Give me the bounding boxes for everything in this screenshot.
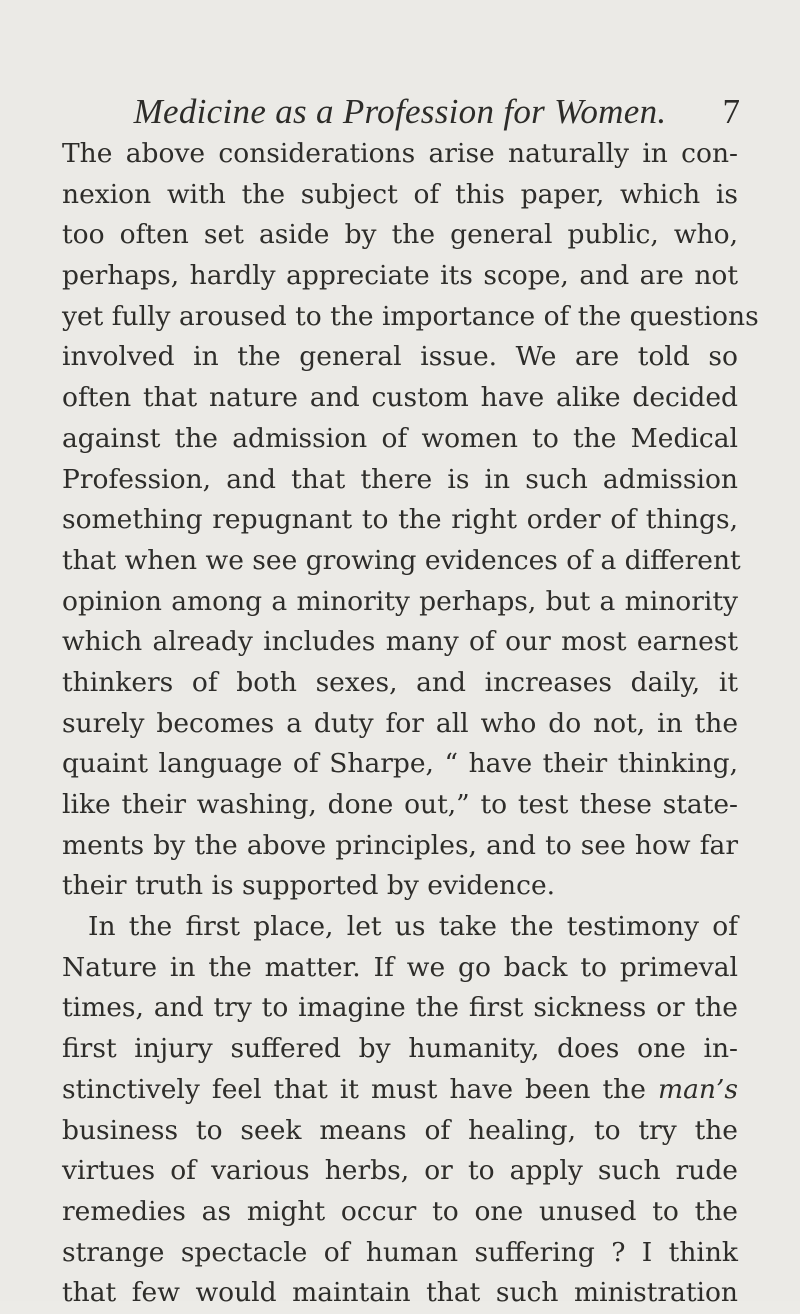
page-header <box>60 92 740 136</box>
text-line: often that nature and custom have alike decided <box>62 382 738 414</box>
text-line: opinion among a minority perhaps, but a minority <box>62 585 738 617</box>
text-line: nexion with the subject of this paper, which is <box>62 178 738 210</box>
page-number: 7 <box>722 92 740 131</box>
text-line: too often set aside by the general public, who, <box>62 219 738 251</box>
text-line-segment: stinctively feel that it must have been the <box>62 1073 646 1105</box>
text-line: like their washing, done out,” to test these state- <box>62 789 738 820</box>
text-line: Nature in the matter. If we go back to primeval <box>62 951 738 983</box>
text-line: business to seek means of healing, to try the <box>62 1114 738 1146</box>
text-line: virtues of various herbs, or to apply such rude <box>62 1155 738 1187</box>
text-line: which already includes many of our most earnest <box>62 626 738 658</box>
text-line: their truth is supported by evidence. <box>62 870 556 902</box>
text-line: remedies as might occur to one unused to the <box>62 1195 738 1227</box>
text-line: something repugnant to the right order of things, <box>62 504 738 536</box>
text-line: that few would maintain that such ministration <box>62 1277 738 1309</box>
text-line: involved in the general issue. We are told so <box>62 341 738 373</box>
text-line: times, and try to imagine the first sickness or the <box>62 992 738 1024</box>
text-line: thinkers of both sexes, and increases daily, it <box>62 666 738 698</box>
text-line: In the first place, let us take the testimony of <box>88 911 738 943</box>
text-line: ments by the above principles, and to see how far <box>62 829 738 861</box>
text-line: against the admission of women to the Medical <box>62 422 738 454</box>
text-line: that when we see growing evidences of a different <box>62 544 741 576</box>
text-line: Profession, and that there is in such admission <box>62 463 738 495</box>
text-line <box>62 1070 738 1111</box>
text-line: first injury suffered by humanity, does one in- <box>62 1033 738 1065</box>
text-line: strange spectacle of human suffering ? I think <box>62 1236 738 1268</box>
body-text <box>62 134 759 1314</box>
italic-word: man’s <box>657 1073 738 1105</box>
running-title: Medicine as a Profession for Women. <box>133 92 667 131</box>
text-line: perhaps, hardly appreciate its scope, and are not <box>62 260 738 292</box>
text-line: yet fully aroused to the importance of the questions <box>62 300 759 332</box>
text-line: quaint language of Sharpe, “ have their thinking, <box>62 748 738 780</box>
text-line: The above considerations arise naturally in con- <box>62 138 738 169</box>
text-line: surely becomes a duty for all who do not, in the <box>62 707 738 739</box>
